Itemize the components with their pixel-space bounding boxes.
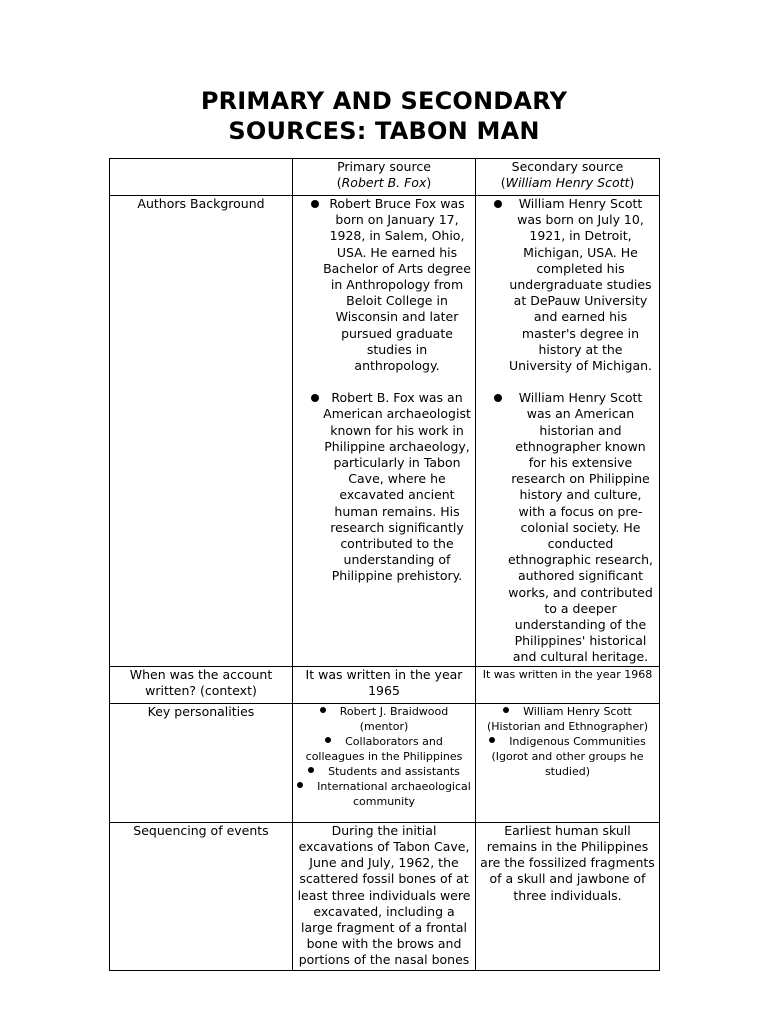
secondary-bullet-2: William Henry Scott was an American historian and ethnographer known for his extensive research on Philippine history and culture, with a focus on pre-colonial society. He conducted ethnographic research, authored significant works, and contributed to a deeper understanding of the Philippines' historical and cultural heritage.: [480, 390, 655, 665]
personality-secondary-1: William Henry Scott (Historian and Ethnographer): [486, 704, 649, 733]
key-personalities-primary-cell: [293, 703, 476, 822]
personality-secondary-2: Indigenous Communities (Igorot and other groups he studied): [480, 734, 655, 779]
primary-bullet-1: Robert Bruce Fox was born on January 17, 1928, in Salem, Ohio, USA. He earned his Bachelor of Arts degree in Anthropology from Beloit College in Wisconsin and later pursued graduate studies in anthropology.: [297, 196, 471, 374]
sequencing-label: Sequencing of events: [110, 822, 293, 970]
key-personalities-secondary-cell: [476, 703, 660, 822]
authors-background-secondary-cell: [476, 196, 660, 667]
authors-background-primary-cell: [293, 196, 476, 667]
bullet-dot: [503, 707, 509, 713]
sequencing-secondary-cell: Earliest human skull remains in the Philippines are the fossilized fragments of a skull and jawbone of three individuals.: [476, 822, 660, 970]
key-personalities-label: Key personalities: [110, 703, 293, 822]
title-line-2: SOURCES: TABON MAN: [228, 117, 540, 145]
comparison-table: [109, 158, 660, 971]
secondary-source-author: (William Henry Scott): [500, 175, 635, 191]
authors-background-label: Authors Background: [110, 196, 293, 667]
secondary-source-label: Secondary source: [511, 159, 624, 174]
sequencing-primary-cell: During the initial excavations of Tabon Cave, June and July, 1962, the scattered fossil bones of at least three individuals were excavated, including a large fragment of a frontal bone with the brows and portions of the nasal bones: [293, 822, 476, 970]
header-row: [110, 159, 660, 196]
header-primary-cell: [293, 159, 476, 196]
title-line-1: PRIMARY AND SECONDARY: [200, 87, 568, 115]
context-label: When was the account written? (context): [110, 666, 293, 703]
bullet-dot: [320, 707, 326, 713]
sequencing-row: [110, 822, 660, 970]
bullet-dot: [325, 737, 331, 743]
authors-background-row: [110, 196, 660, 667]
key-personalities-row: [110, 703, 660, 822]
personality-primary-1: Robert J. Braidwood (mentor): [297, 704, 471, 734]
page-title: [0, 86, 768, 146]
context-secondary-cell: It was written in the year 1968: [476, 666, 660, 703]
primary-author-name: Robert B. Fox: [341, 175, 427, 191]
bullet-dot: [297, 782, 303, 788]
personality-primary-3: Students and assistants: [297, 764, 471, 779]
bullet-dot: [308, 767, 314, 773]
personality-primary-2: Collaborators and colleagues in the Philippines: [305, 734, 463, 763]
primary-source-label: Primary source: [337, 159, 431, 174]
primary-source-author: (Robert B. Fox): [336, 175, 432, 191]
context-primary-cell: It was written in the year 1965: [293, 666, 476, 703]
secondary-bullet-1: William Henry Scott was born on July 10, 1921, in Detroit, Michigan, USA. He completed his undergraduate studies at DePauw University and earned his master's degree in history at the University of Michigan.: [480, 196, 655, 374]
header-empty-cell: [110, 159, 293, 196]
secondary-author-name: William Henry Scott: [505, 175, 630, 191]
personality-primary-4: International archaeological community: [297, 779, 471, 809]
context-row: [110, 666, 660, 703]
primary-bullet-2: Robert B. Fox was an American archaeologist known for his work in Philippine archaeology, particularly in Tabon Cave, where he excavated ancient human remains. His research significantly contributed to the understanding of Philippine prehistory.: [297, 390, 471, 584]
bullet-dot: [489, 737, 495, 743]
header-secondary-cell: [476, 159, 660, 196]
